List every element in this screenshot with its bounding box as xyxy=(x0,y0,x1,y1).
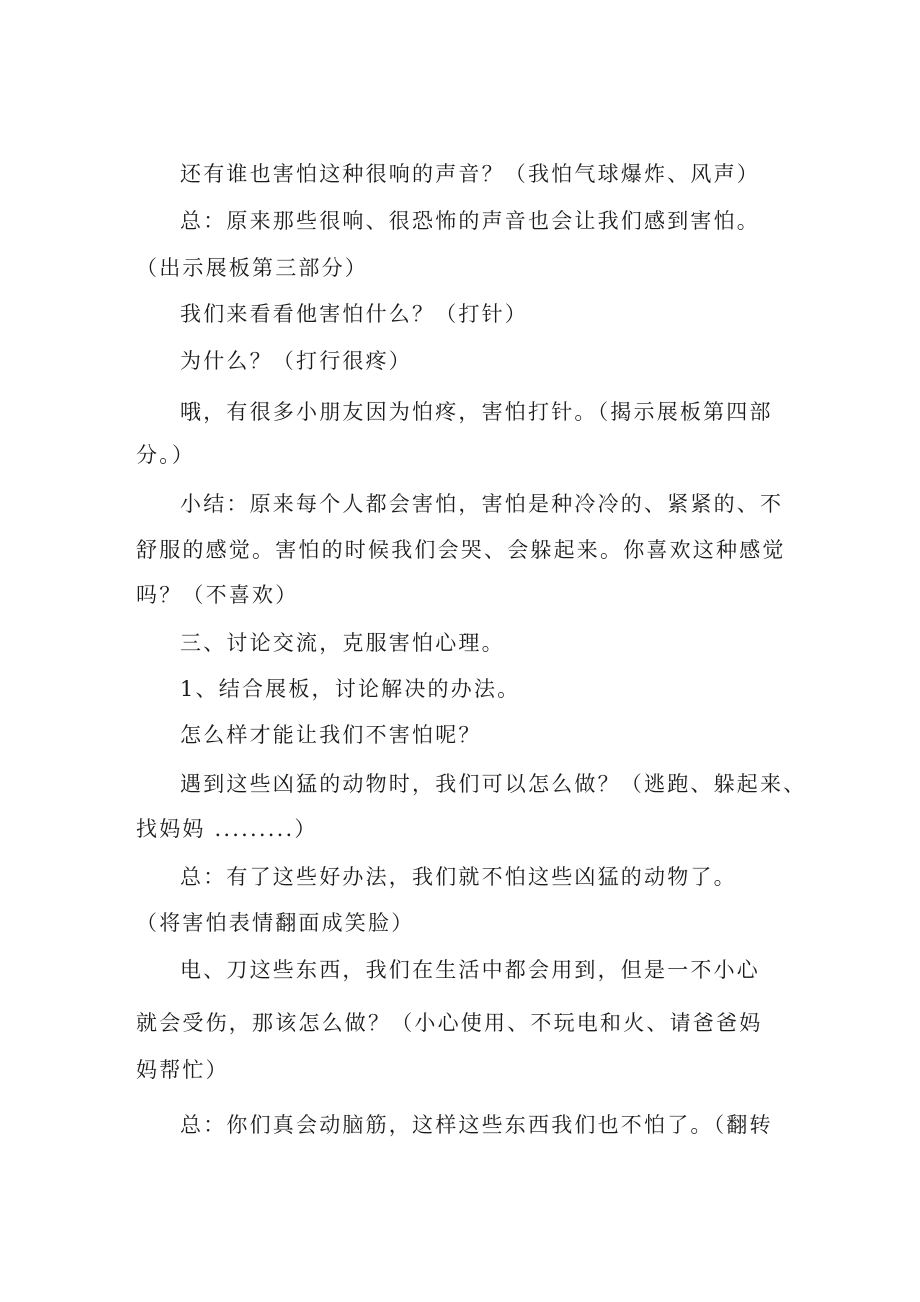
text-line-7: 分。） xyxy=(136,443,196,467)
text-line-14: 遇到这些凶猛的动物时，我们可以怎么做？（逃跑、躲起来、 xyxy=(180,772,807,796)
text-line-4: 我们来看看他害怕什么？（打针） xyxy=(180,302,528,326)
text-line-6: 哦，有很多小朋友因为怕疼，害怕打针。（揭示展板第四部 xyxy=(180,400,773,424)
text-line-19: 就会受伤，那该怎么做？（小心使用、不玩电和火、请爸爸妈 xyxy=(136,1011,763,1035)
text-line-15: 找妈妈 .........） xyxy=(136,817,318,841)
text-line-21: 总：你们真会动脑筋，这样这些东西我们也不怕了。（翻转 xyxy=(180,1113,773,1137)
text-line-18: 电、刀这些东西，我们在生活中都会用到，但是一不小心 xyxy=(180,958,760,982)
text-line-3: （出示展板第三部分） xyxy=(136,256,368,280)
text-line-16: 总：有了这些好办法，我们就不怕这些凶猛的动物了。 xyxy=(180,865,737,889)
text-line-2: 总：原来那些很响、很恐怖的声音也会让我们感到害怕。 xyxy=(180,209,760,233)
text-line-1: 还有谁也害怕这种很响的声音？（我怕气球爆炸、风声） xyxy=(180,162,760,186)
text-line-9: 舒服的感觉。害怕的时候我们会哭、会躲起来。你喜欢这种感觉 xyxy=(136,538,786,562)
text-line-5: 为什么？（打行很疼） xyxy=(180,349,412,373)
text-line-10: 吗？（不喜欢） xyxy=(136,583,299,607)
text-line-20: 妈帮忙） xyxy=(136,1058,229,1082)
text-line-12: 1、结合展板，讨论解决的办法。 xyxy=(180,677,521,701)
text-line-11: 三、讨论交流，克服害怕心理。 xyxy=(180,631,505,655)
text-line-17: （将害怕表情翻面成笑脸） xyxy=(136,911,415,935)
text-line-13: 怎么样才能让我们不害怕呢？ xyxy=(180,723,482,747)
text-line-8: 小结：原来每个人都会害怕，害怕是种冷冷的、紧紧的、不 xyxy=(180,492,784,516)
